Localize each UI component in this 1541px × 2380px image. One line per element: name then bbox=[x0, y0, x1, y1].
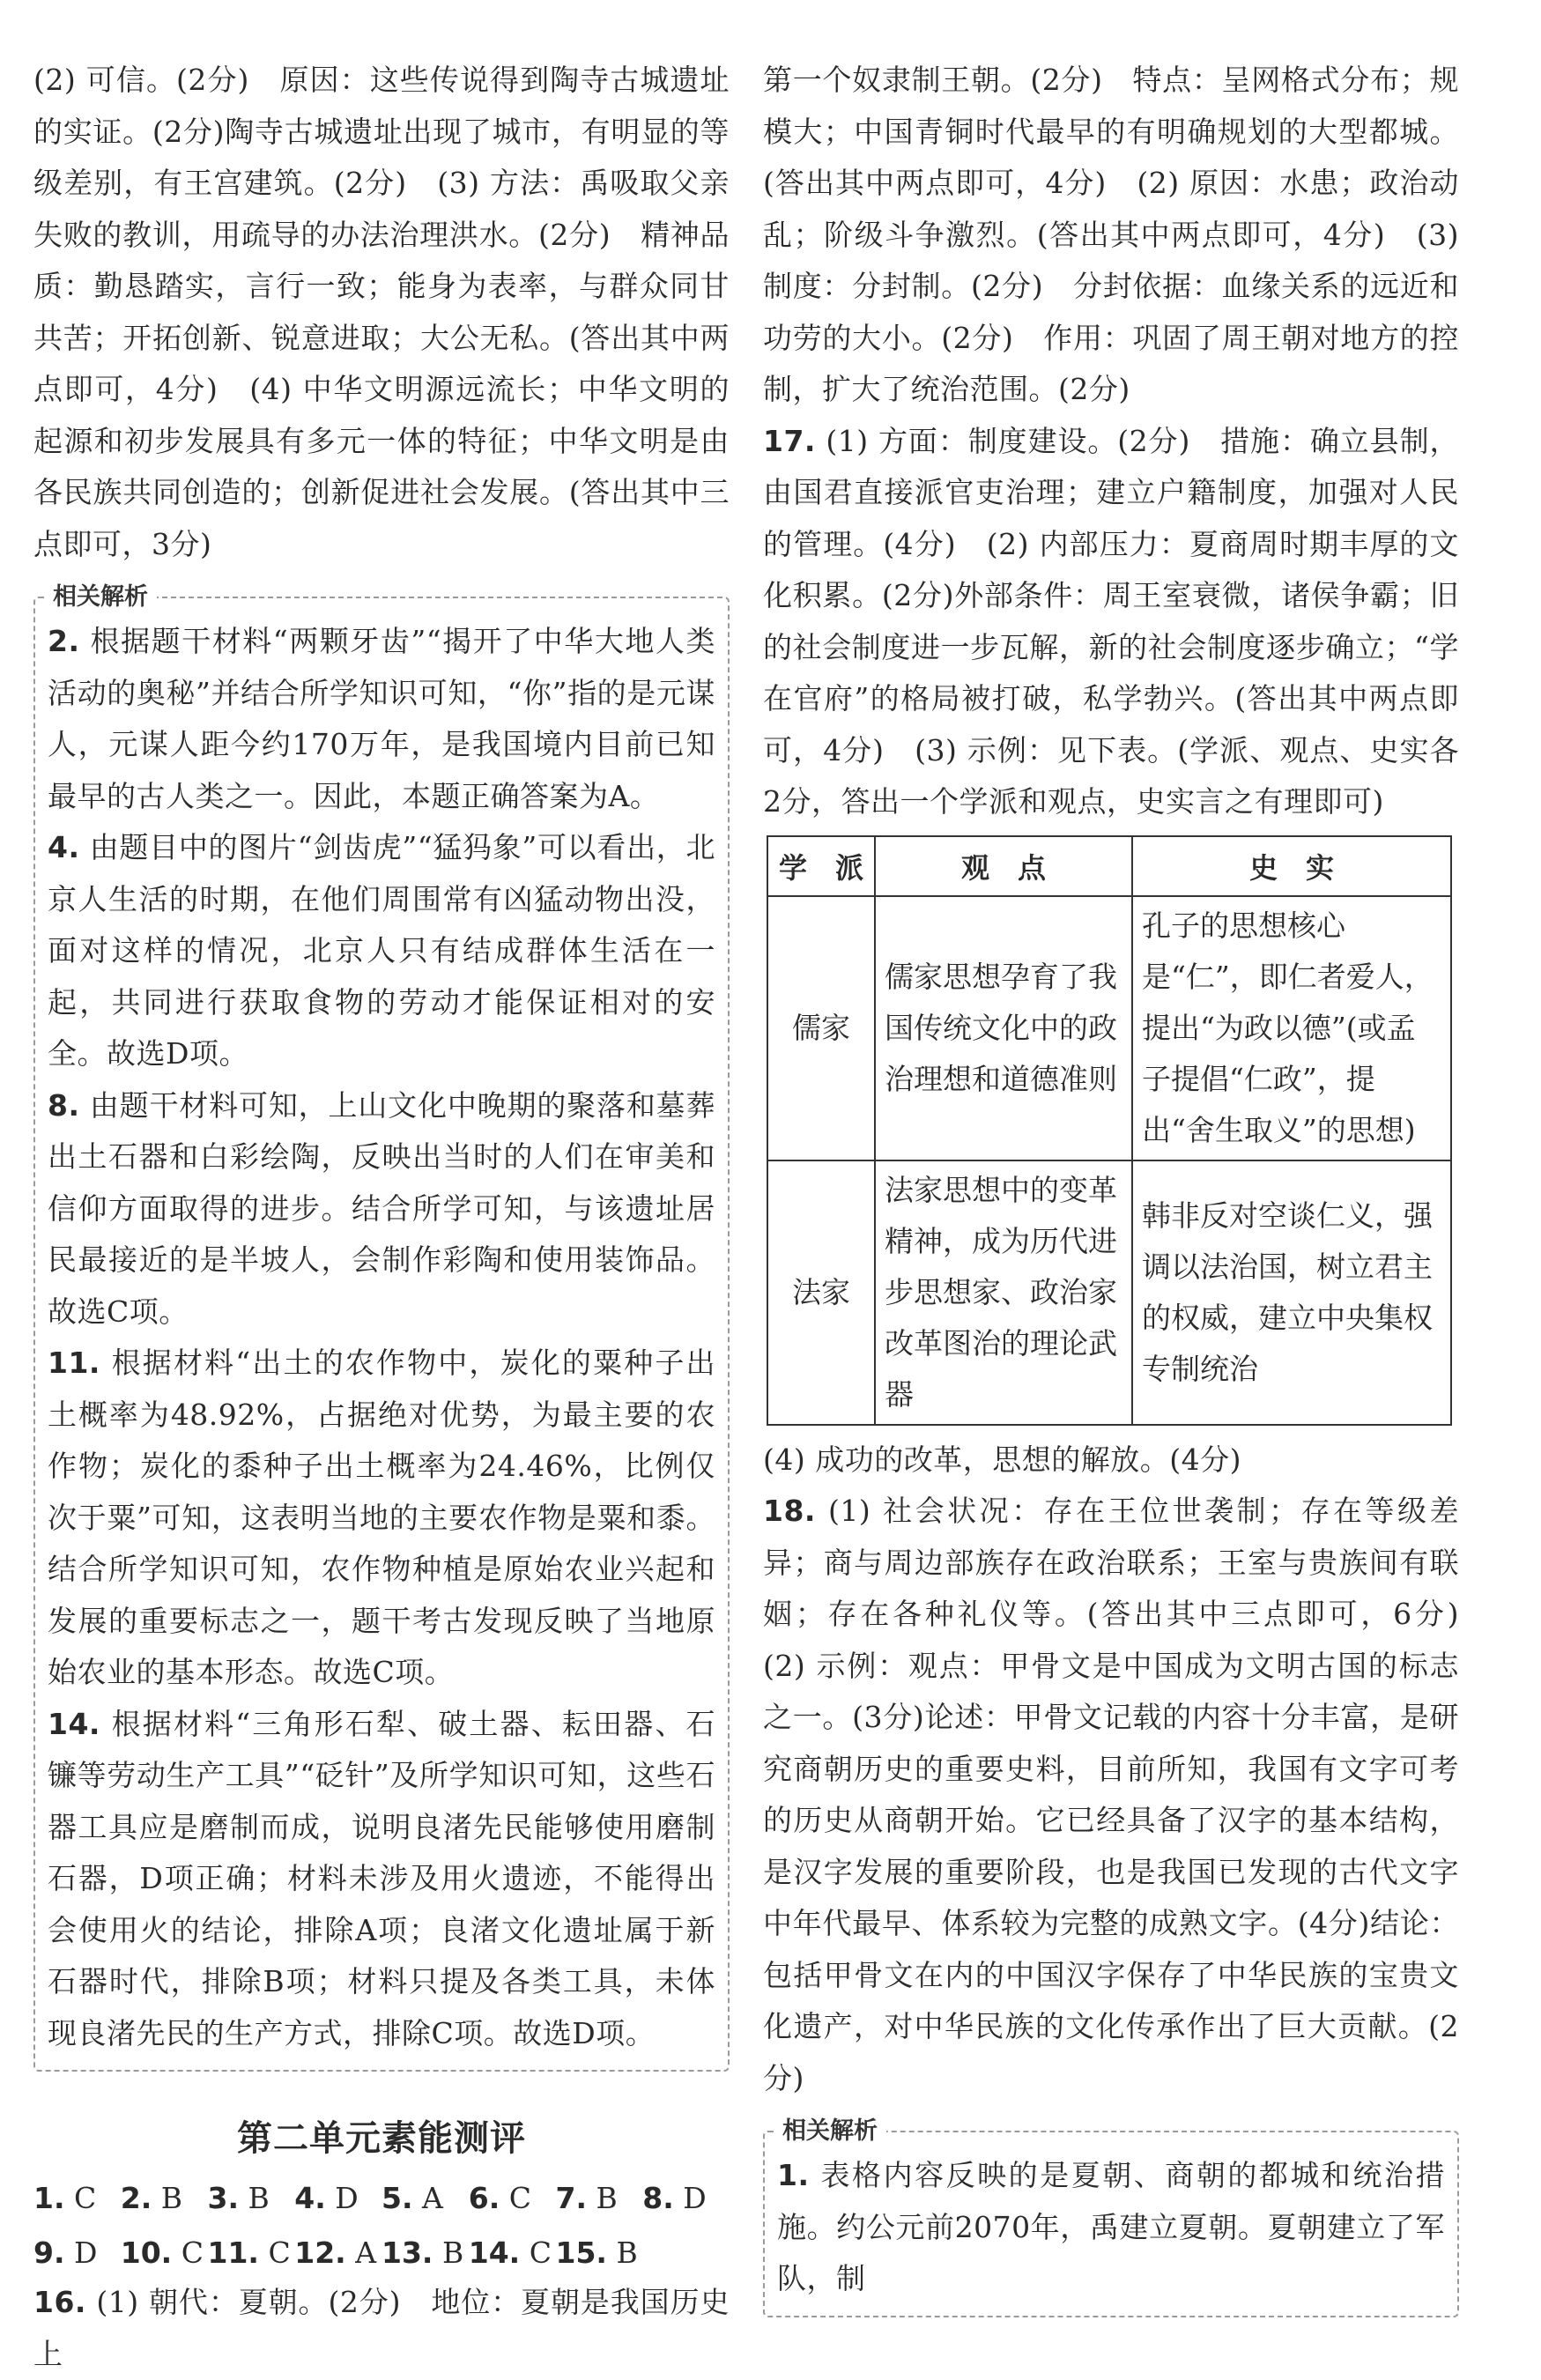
analysis-title: 相关解析 bbox=[777, 2111, 886, 2146]
analysis-item: 2. 根据题干材料“两颗牙齿”“揭开了中华大地人类活动的奥秘”并结合所学知识可知，“你”指的是元谋人，元谋人距今约170万年，是我国境内目前已知最早的古人类之一。因此，本题正确答案为A。 bbox=[48, 624, 715, 813]
question-16-start: 16. (1) 朝代：夏朝。(2分) 地位：夏朝是我国历史上 bbox=[33, 2285, 730, 2371]
analysis-box bbox=[763, 2117, 1459, 2317]
answer-item: 2. B bbox=[120, 2181, 183, 2215]
table-cell: 儒家 bbox=[767, 896, 875, 1160]
left-column bbox=[33, 55, 730, 2380]
analysis-title: 相关解析 bbox=[48, 577, 157, 612]
right-column bbox=[763, 55, 1489, 2317]
answer-item: 7. B bbox=[555, 2181, 618, 2215]
table-cell: 韩非反对空谈仁义，强调以法治国，树立君主的权威，建立中央集权专制统治 bbox=[1132, 1160, 1451, 1425]
analysis-item: 1. 表格内容反映的是夏朝、商朝的都城和统治措施。约公元前2070年，禹建立夏朝。夏朝建立了军队，制 bbox=[777, 2158, 1445, 2295]
table-header: 学 派 bbox=[767, 836, 875, 896]
table-cell: 法家 bbox=[767, 1160, 875, 1425]
table-row bbox=[767, 1160, 1451, 1425]
question-17: 17. (1) 方面：制度建设。(2分) 措施：确立县制，由国君直接派官吏治理；建立户籍制度，加强对人民的管理。(4分) (2) 内部压力：夏商周时期丰厚的文化积累。(2分)外部条件：周王室衰微，诸侯争霸；旧的社会制度进一步瓦解，新的社会制度逐步确立；“学在官府”的格局被打破，私学勃兴。(答出其中两点即可，4分) (3) 示例：见下表。(学派、观点、史实各2分，答出一个学派和观点，史实言之有理即可) bbox=[763, 423, 1459, 819]
answer-item: 14. C bbox=[468, 2235, 552, 2270]
table-cell: 法家思想中的变革精神，成为历代进步思想家、政治家改革图治的理论武器 bbox=[875, 1160, 1132, 1425]
analysis-item: 14. 根据材料“三角形石犁、破土器、耘田器、石镰等劳动生产工具”“砭针”及所学知识可知，这些石器工具应是磨制而成，说明良渚先民能够使用磨制石器，D项正确；材料未涉及用火遗迹，不能得出会使用火的结论，排除A项；良渚文化遗址属于新石器时代，排除B项；材料只提及各类工具，未体现良渚先民的生产方式，排除C项。故选D项。 bbox=[48, 1706, 715, 2050]
table-header: 史 实 bbox=[1132, 836, 1451, 896]
analysis-item: 4. 由题目中的图片“剑齿虎”“猛犸象”可以看出，北京人生活的时期，在他们周围常有凶猛动物出没，面对这样的情况，北京人只有结成群体生活在一起，共同进行获取食物的劳动才能保证相对的安全。故选D项。 bbox=[48, 830, 715, 1071]
answer-item: 15. B bbox=[555, 2235, 638, 2270]
schools-table bbox=[767, 835, 1452, 1426]
answer-key bbox=[33, 2175, 730, 2277]
answer-item: 5. A bbox=[382, 2181, 443, 2215]
table-row bbox=[767, 896, 1451, 1160]
table-cell: 儒家思想孕育了我国传统文化中的政治理想和道德准则 bbox=[875, 896, 1132, 1160]
question-18: 18. (1) 社会状况：存在王位世袭制；存在等级差异；商与周边部族存在政治联系；王室与贵族间有联姻；存在各种礼仪等。(答出其中三点即可，6分) (2) 示例：观点：甲骨文是中国成为文明古国的标志之一。(3分)论述：甲骨文记载的内容十分丰富，是研究商朝历史的重要史料，目前所知，我国有文字可考的历史从商朝开始。它已经具备了汉字的基本结构，是汉字发展的重要阶段，也是我国已发现的古代文字中年代最早、体系较为完整的成熟文字。(4分)结论：包括甲骨文在内的中国汉字保存了中华民族的宝贵文化遗产，对中华民族的文化传承作出了巨大贡献。(2分) bbox=[763, 1494, 1489, 2095]
answer-item: 1. C bbox=[33, 2181, 97, 2215]
answer-paragraph-15: (2) 可信。(2分) 原因：这些传说得到陶寺古城遗址的实证。(2分)陶寺古城遗址出现了城市，有明显的等级差别，有王宫建筑。(2分) (3) 方法：禹吸取父亲失败的教训，用疏导的办法治理洪水。(2分) 精神品质：勤恳踏实，言行一致；能身为表率，与群众同甘共苦；开拓创新、锐意进取；大公无私。(答出其中两点即可，4分) (4) 中华文明源远流长；中华文明的起源和初步发展具有多元一体的特征；中华文明是由各民族共同创造的；创新促进社会发展。(答出其中三点即可，3分) bbox=[33, 63, 730, 561]
answer-item: 6. C bbox=[468, 2181, 531, 2215]
answer-item: 4. D bbox=[294, 2181, 359, 2215]
question-16-continued: 第一个奴隶制王朝。(2分) 特点：呈网格式分布；规模大；中国青铜时代最早的有明确规划的大型都城。(答出其中两点即可，4分) (2) 原因：水患；政治动乱；阶级斗争激烈。(答出其中两点即可，4分) (3) 制度：分封制。(2分) 分封依据：血缘关系的远近和功劳的大小。(2分) 作用：巩固了周王朝对地方的控制，扩大了统治范围。(2分) bbox=[763, 63, 1459, 406]
answer-item: 11. C bbox=[207, 2235, 291, 2270]
question-17-end: (4) 成功的改革，思想的解放。(4分) bbox=[763, 1442, 1241, 1477]
table-header: 观 点 bbox=[875, 836, 1132, 896]
table-cell: 孔子的思想核心是“仁”，即仁者爱人，提出“为政以德”(或孟子提倡“仁政”，提出“舍生取义”的思想) bbox=[1132, 896, 1451, 1160]
analysis-box bbox=[33, 583, 730, 2072]
answer-item: 9. D bbox=[33, 2235, 98, 2270]
answer-item: 10. C bbox=[120, 2235, 204, 2270]
answer-item: 8. D bbox=[642, 2181, 707, 2215]
answer-item: 13. B bbox=[382, 2235, 464, 2270]
answer-item: 3. B bbox=[207, 2181, 270, 2215]
unit-title: 第二单元素能测评 bbox=[237, 2117, 526, 2159]
answer-item: 12. A bbox=[294, 2235, 377, 2270]
analysis-item: 11. 根据材料“出土的农作物中，炭化的粟种子出土概率为48.92%，占据绝对优势，为最主要的农作物；炭化的黍种子出土概率为24.46%，比例仅次于粟”可知，这表明当地的主要农作物是粟和黍。结合所学知识可知，农作物种植是原始农业兴起和发展的重要标志之一，题干考古发现反映了当地原始农业的基本形态。故选C项。 bbox=[48, 1346, 715, 1689]
analysis-item: 8. 由题干材料可知，上山文化中晚期的聚落和墓葬出土石器和白彩绘陶，反映出当时的人们在审美和信仰方面取得的进步。结合所学可知，与该遗址居民最接近的是半坡人，会制作彩陶和使用装饰品。故选C项。 bbox=[48, 1087, 715, 1329]
